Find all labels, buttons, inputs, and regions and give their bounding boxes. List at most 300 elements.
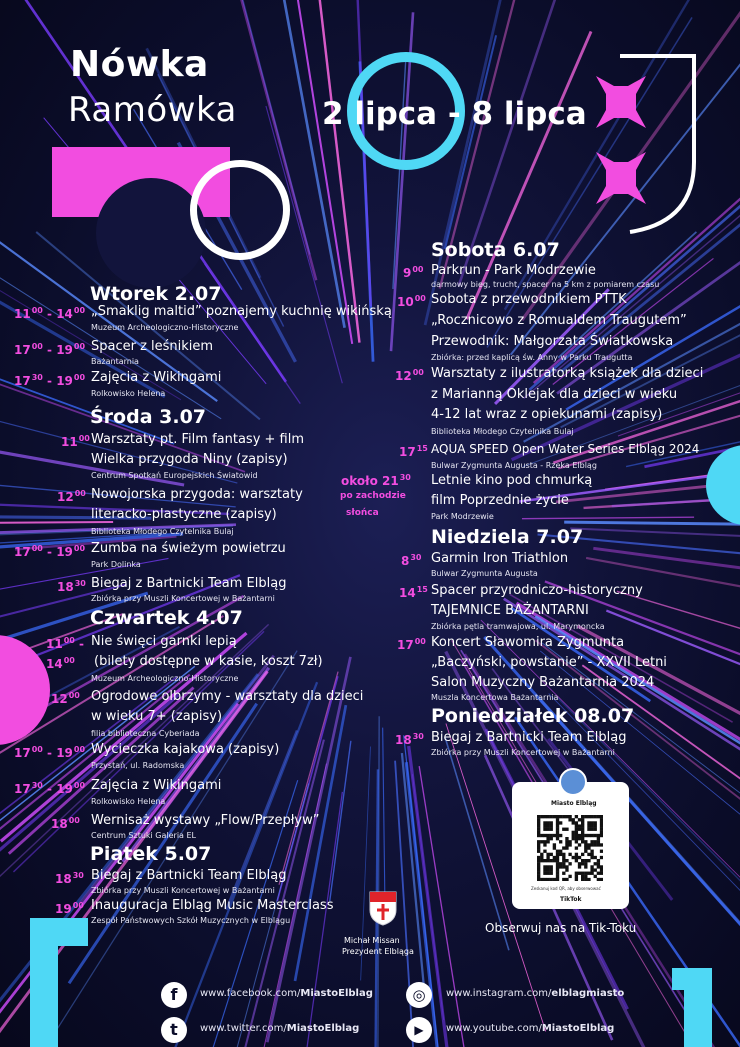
qr-module bbox=[587, 872, 590, 875]
qr-module bbox=[575, 837, 578, 840]
qr-module bbox=[556, 875, 559, 878]
qr-module bbox=[540, 853, 543, 856]
qr-module bbox=[556, 872, 559, 875]
qr-module bbox=[562, 856, 565, 859]
qr-module bbox=[562, 853, 565, 856]
event-title: Zumba na świeżym powietrzu bbox=[91, 541, 286, 556]
qr-module bbox=[581, 853, 584, 856]
qr-module bbox=[559, 862, 562, 865]
qr-module bbox=[575, 840, 578, 843]
qr-module bbox=[575, 824, 578, 827]
qr-module bbox=[584, 862, 587, 865]
qr-module bbox=[572, 818, 575, 821]
light-ray bbox=[361, 747, 371, 981]
qr-module bbox=[543, 821, 546, 824]
day-heading-thursday: Czwartek 4.07 bbox=[90, 607, 243, 629]
qr-module bbox=[546, 859, 549, 862]
mayor-name: Michał Missan bbox=[344, 936, 400, 945]
event-time: $11^{00}$ bbox=[61, 434, 90, 449]
cyan-bracket-right bbox=[672, 968, 712, 1047]
qr-module bbox=[594, 840, 597, 843]
event-title: Inauguracja Elbląg Music Masterclass bbox=[91, 898, 334, 913]
qr-module bbox=[575, 846, 578, 849]
event-time: $17^{30} - 19^{00}$ bbox=[14, 373, 86, 388]
qr-module bbox=[550, 834, 553, 837]
qr-module bbox=[578, 856, 581, 859]
event-place: Przystań, ul. Radomska bbox=[91, 761, 185, 770]
instagram-icon[interactable]: ◎ bbox=[406, 982, 432, 1008]
qr-module bbox=[556, 859, 559, 862]
qr-module bbox=[568, 875, 571, 878]
qr-module bbox=[575, 872, 578, 875]
qr-module bbox=[565, 846, 568, 849]
qr-module bbox=[590, 850, 593, 853]
qr-module bbox=[590, 865, 593, 868]
qr-module bbox=[584, 875, 587, 878]
qr-module bbox=[543, 824, 546, 827]
qr-module bbox=[537, 840, 540, 843]
qr-module bbox=[575, 853, 578, 856]
qr-module bbox=[540, 840, 543, 843]
event-title-line-2: „Rocznicowo z Romualdem Traugutem” bbox=[431, 313, 687, 328]
event-title: Wernisaż wystawy „Flow/Przepływ” bbox=[91, 813, 320, 828]
event-title: Warsztaty z ilustratorką książek dla dzieci bbox=[431, 366, 704, 381]
event-time: $8^{30}$ bbox=[401, 553, 422, 568]
event-time: $18^{30}$ bbox=[57, 579, 86, 594]
pink-cross-icon-bottom bbox=[592, 148, 650, 208]
qr-module bbox=[597, 843, 600, 846]
qr-module bbox=[578, 837, 581, 840]
event-title-line-2: (bilety dostępne w kasie, koszt 7zł) bbox=[94, 654, 323, 669]
qr-module bbox=[562, 878, 565, 881]
qr-module bbox=[594, 856, 597, 859]
qr-module bbox=[594, 824, 597, 827]
qr-module bbox=[584, 834, 587, 837]
qr-module bbox=[553, 815, 556, 818]
qr-module bbox=[587, 821, 590, 824]
qr-module bbox=[600, 872, 603, 875]
event-time-note-2: słońca bbox=[346, 508, 379, 518]
qr-module bbox=[575, 834, 578, 837]
qr-module bbox=[559, 850, 562, 853]
qr-module bbox=[587, 834, 590, 837]
qr-module bbox=[594, 815, 597, 818]
qr-module bbox=[537, 828, 540, 831]
qr-module bbox=[546, 837, 549, 840]
event-time: $11^{00} - 14^{00}$ bbox=[14, 306, 86, 321]
pink-rectangle-cutout bbox=[96, 178, 206, 288]
twitter-icon[interactable]: t bbox=[161, 1017, 187, 1043]
event-title-line-3: 4-12 lat wraz z opiekunami (zapisy) bbox=[431, 407, 663, 422]
event-place: Bulwar Zygmunta Augusta - Rzeka Elbląg bbox=[431, 461, 597, 470]
mayor-role: Prezydent Elbląga bbox=[342, 947, 414, 956]
qr-module bbox=[556, 821, 559, 824]
qr-module bbox=[581, 859, 584, 862]
qr-module bbox=[553, 859, 556, 862]
qr-module bbox=[556, 868, 559, 871]
qr-module bbox=[575, 831, 578, 834]
qr-module bbox=[537, 834, 540, 837]
event-title-line-2: „Baczyński, powstanie” - XXVII Letni bbox=[431, 655, 667, 670]
qr-module bbox=[543, 815, 546, 818]
qr-module bbox=[546, 834, 549, 837]
qr-module bbox=[581, 840, 584, 843]
qr-module bbox=[600, 868, 603, 871]
qr-module bbox=[556, 837, 559, 840]
qr-module bbox=[600, 824, 603, 827]
day-heading-tuesday: Wtorek 2.07 bbox=[90, 283, 222, 305]
qr-module bbox=[562, 846, 565, 849]
qr-code-icon[interactable] bbox=[537, 815, 603, 881]
qr-module bbox=[584, 850, 587, 853]
event-title: Wycieczka kajakowa (zapisy) bbox=[91, 742, 280, 757]
qr-module bbox=[568, 818, 571, 821]
event-title: „Smaklig maltid” poznajemy kuchnię wikińską bbox=[91, 304, 392, 319]
qr-module bbox=[597, 878, 600, 881]
qr-module bbox=[546, 868, 549, 871]
event-place: Centrum Sztuki Galeria EL bbox=[91, 831, 197, 840]
qr-module bbox=[597, 859, 600, 862]
event-place: darmowy bieg, trucht, spacer na 5 km z pomiarem czasu bbox=[431, 280, 660, 289]
youtube-link[interactable]: www.youtube.com/MiastoElblag bbox=[446, 1023, 615, 1034]
qr-module bbox=[568, 862, 571, 865]
qr-module bbox=[597, 834, 600, 837]
qr-module bbox=[578, 865, 581, 868]
cyan-bracket-left bbox=[30, 918, 88, 1047]
date-range: 2 lipca - 8 lipca bbox=[322, 96, 587, 132]
event-title: Koncert Sławomira Zygmunta bbox=[431, 635, 625, 650]
event-title: Parkrun - Park Modrzewie bbox=[431, 263, 596, 278]
event-title: Zajęcia z Wikingami bbox=[91, 778, 222, 793]
qr-module bbox=[568, 843, 571, 846]
event-title: Spacer z leśnikiem bbox=[91, 339, 214, 354]
qr-module bbox=[546, 828, 549, 831]
qr-module bbox=[562, 828, 565, 831]
day-heading-friday: Piątek 5.07 bbox=[90, 843, 212, 865]
qr-module bbox=[543, 850, 546, 853]
event-time-note: po zachodzie bbox=[340, 491, 406, 501]
qr-module bbox=[559, 815, 562, 818]
qr-module bbox=[537, 815, 540, 818]
event-time: $18^{30}$ bbox=[395, 732, 424, 747]
qr-module bbox=[553, 834, 556, 837]
qr-module bbox=[572, 821, 575, 824]
event-title-line-3: Salon Muzyczny Bażantarnia 2024 bbox=[431, 675, 655, 690]
qr-module bbox=[578, 818, 581, 821]
qr-module bbox=[584, 865, 587, 868]
event-place: Rolkowisko Helena bbox=[91, 389, 166, 398]
qr-module bbox=[546, 878, 549, 881]
qr-module bbox=[600, 815, 603, 818]
qr-module bbox=[581, 862, 584, 865]
qr-module bbox=[581, 818, 584, 821]
event-time: $18^{30}$ bbox=[55, 871, 84, 886]
light-ray bbox=[330, 741, 351, 901]
qr-module bbox=[550, 853, 553, 856]
qr-module bbox=[581, 828, 584, 831]
qr-module bbox=[584, 815, 587, 818]
qr-module bbox=[556, 853, 559, 856]
light-ray bbox=[267, 657, 350, 1042]
qr-module bbox=[590, 815, 593, 818]
title-line-1: Nówka bbox=[70, 44, 209, 85]
event-title: Warsztaty pt. Film fantasy + film bbox=[91, 432, 305, 447]
qr-module bbox=[600, 834, 603, 837]
qr-module bbox=[594, 834, 597, 837]
light-ray bbox=[285, 0, 359, 343]
qr-module bbox=[584, 859, 587, 862]
event-place: Park Modrzewie bbox=[431, 512, 494, 521]
event-title: Biegaj z Bartnicki Team Elbląg bbox=[91, 576, 287, 591]
qr-module bbox=[565, 843, 568, 846]
qr-module bbox=[575, 828, 578, 831]
qr-module bbox=[562, 872, 565, 875]
qr-module bbox=[556, 828, 559, 831]
event-title: Biegaj z Bartnicki Team Elbląg bbox=[431, 730, 627, 745]
qr-module bbox=[565, 828, 568, 831]
qr-module bbox=[597, 840, 600, 843]
qr-module bbox=[546, 856, 549, 859]
day-heading-monday: Poniedziałek 08.07 bbox=[431, 705, 635, 727]
event-place: Park Dolinka bbox=[91, 560, 141, 569]
qr-module bbox=[543, 840, 546, 843]
event-title-line-3: Przewodnik: Małgorzata Światkowska bbox=[431, 334, 674, 349]
qr-module bbox=[590, 828, 593, 831]
light-ray bbox=[617, 591, 740, 711]
facebook-link[interactable]: www.facebook.com/MiastoElblag bbox=[200, 988, 373, 999]
event-time: $12^{00}$ bbox=[57, 489, 86, 504]
qr-module bbox=[546, 865, 549, 868]
qr-module bbox=[543, 859, 546, 862]
event-place: Biblioteka Młodego Czytelnika Bulaj bbox=[431, 427, 574, 436]
qr-module bbox=[556, 831, 559, 834]
qr-module bbox=[550, 837, 553, 840]
qr-module bbox=[587, 843, 590, 846]
event-title-line-2: w wieku 7+ (zapisy) bbox=[91, 709, 223, 724]
instagram-link[interactable]: www.instagram.com/elblagmiasto bbox=[446, 988, 625, 999]
qr-module bbox=[594, 821, 597, 824]
qr-module bbox=[537, 868, 540, 871]
qr-module bbox=[565, 815, 568, 818]
event-place: Muszla Koncertowa Bażantarnia bbox=[431, 693, 559, 702]
qr-module bbox=[537, 831, 540, 834]
light-ray bbox=[266, 106, 342, 383]
light-ray bbox=[295, 705, 346, 981]
event-title: Garmin Iron Triathlon bbox=[431, 551, 569, 566]
qr-module bbox=[578, 862, 581, 865]
qr-module bbox=[553, 856, 556, 859]
qr-module bbox=[581, 837, 584, 840]
qr-module bbox=[600, 821, 603, 824]
qr-module bbox=[537, 878, 540, 881]
event-title-line-2: z Marianną Oklejak dla dzieci w wieku bbox=[431, 387, 678, 402]
qr-module bbox=[562, 815, 565, 818]
qr-module bbox=[578, 872, 581, 875]
qr-module bbox=[597, 865, 600, 868]
qr-module bbox=[600, 850, 603, 853]
event-title: Zajęcia z Wikingami bbox=[91, 370, 222, 385]
qr-module bbox=[575, 815, 578, 818]
qr-module bbox=[537, 850, 540, 853]
qr-module bbox=[553, 843, 556, 846]
qr-module bbox=[556, 850, 559, 853]
qr-module bbox=[543, 868, 546, 871]
qr-module bbox=[594, 868, 597, 871]
qr-module bbox=[572, 856, 575, 859]
qr-module bbox=[578, 824, 581, 827]
qr-module bbox=[540, 856, 543, 859]
qr-module bbox=[590, 856, 593, 859]
event-place: Muzeum Archeologiczno-Historyczne bbox=[91, 323, 239, 332]
qr-module bbox=[578, 843, 581, 846]
event-place: Centrum Spotkań Europejskich Światowid bbox=[91, 471, 258, 480]
youtube-icon[interactable]: ▶ bbox=[406, 1017, 432, 1043]
qr-module bbox=[597, 815, 600, 818]
qr-module bbox=[565, 840, 568, 843]
qr-module bbox=[581, 834, 584, 837]
qr-module bbox=[594, 843, 597, 846]
event-place: Muzeum Archeologiczno-Historyczne bbox=[91, 674, 239, 683]
qr-module bbox=[537, 843, 540, 846]
event-place: Zespół Państwowych Szkół Muzycznych w Elblągu bbox=[91, 916, 291, 925]
day-heading-sunday: Niedziela 7.07 bbox=[431, 526, 584, 548]
event-title: Sobota z przewodnikiem PTTK bbox=[431, 292, 627, 307]
qr-module bbox=[550, 878, 553, 881]
qr-module bbox=[590, 872, 593, 875]
qr-module bbox=[590, 843, 593, 846]
qr-module bbox=[537, 862, 540, 865]
qr-module bbox=[550, 815, 553, 818]
qr-module bbox=[537, 821, 540, 824]
qr-module bbox=[546, 821, 549, 824]
qr-module bbox=[600, 856, 603, 859]
qr-module bbox=[546, 872, 549, 875]
qr-module bbox=[587, 878, 590, 881]
qr-module bbox=[600, 818, 603, 821]
qr-module bbox=[578, 834, 581, 837]
qr-module bbox=[572, 834, 575, 837]
qr-module bbox=[587, 815, 590, 818]
event-place: Zbiórka przy Muszli Koncertowej w Bażantarni bbox=[431, 748, 615, 757]
qr-module bbox=[559, 865, 562, 868]
qr-module bbox=[550, 821, 553, 824]
qr-module bbox=[581, 815, 584, 818]
qr-module bbox=[543, 828, 546, 831]
tiktok-logo: TikTok bbox=[560, 896, 582, 903]
elblag-crest-icon bbox=[368, 890, 398, 926]
event-title-line-2: literacko-plastyczne (zapisy) bbox=[91, 507, 277, 522]
qr-module bbox=[584, 843, 587, 846]
qr-module bbox=[587, 828, 590, 831]
qr-module bbox=[559, 853, 562, 856]
event-title: Spacer przyrodniczo-historyczny bbox=[431, 583, 643, 598]
qr-module bbox=[597, 872, 600, 875]
facebook-icon[interactable]: f bbox=[161, 982, 187, 1008]
event-time: $10^{00}$ bbox=[397, 294, 426, 309]
qr-module bbox=[587, 853, 590, 856]
qr-module bbox=[550, 859, 553, 862]
qr-module bbox=[537, 856, 540, 859]
qr-module bbox=[584, 840, 587, 843]
title-line-2: Ramówka bbox=[68, 90, 237, 130]
qr-module bbox=[543, 865, 546, 868]
qr-module bbox=[590, 821, 593, 824]
qr-module bbox=[584, 878, 587, 881]
event-place: Rolkowisko Helena bbox=[91, 797, 166, 806]
qr-module bbox=[568, 840, 571, 843]
event-title-line-2: Wielka przygoda Niny (zapisy) bbox=[91, 452, 288, 467]
event-place: Biblioteka Młodego Czytelnika Bulaj bbox=[91, 527, 234, 536]
qr-module bbox=[597, 837, 600, 840]
qr-caption: Zeskanuj kod QR, aby obserwować bbox=[531, 886, 601, 891]
light-ray bbox=[564, 522, 740, 526]
event-time: $18^{00}$ bbox=[51, 816, 80, 831]
qr-module bbox=[600, 828, 603, 831]
qr-module bbox=[562, 859, 565, 862]
qr-module bbox=[546, 815, 549, 818]
qr-module bbox=[575, 875, 578, 878]
qr-module bbox=[556, 878, 559, 881]
qr-module bbox=[550, 865, 553, 868]
qr-module bbox=[568, 853, 571, 856]
event-time: $17^{30} - 19^{00}$ bbox=[14, 781, 86, 796]
qr-module bbox=[553, 846, 556, 849]
event-time: $17^{00}$ bbox=[397, 637, 426, 652]
qr-module bbox=[600, 878, 603, 881]
qr-module bbox=[594, 862, 597, 865]
qr-module bbox=[550, 824, 553, 827]
day-heading-saturday: Sobota 6.07 bbox=[431, 239, 560, 261]
event-time: $19^{00}$ bbox=[55, 901, 84, 916]
qr-module bbox=[594, 875, 597, 878]
qr-module bbox=[540, 834, 543, 837]
event-place: Zbiórka przy Muszli Koncertowej w Bażantarni bbox=[91, 886, 275, 895]
event-title: AQUA SPEED Open Water Series Elbląg 2024 bbox=[431, 442, 700, 456]
qr-module bbox=[584, 846, 587, 849]
qr-module bbox=[543, 872, 546, 875]
qr-module bbox=[543, 878, 546, 881]
qr-module bbox=[581, 824, 584, 827]
white-ring-shape bbox=[190, 160, 290, 260]
qr-module bbox=[565, 878, 568, 881]
event-time: $17^{15}$ bbox=[399, 444, 428, 459]
qr-module bbox=[587, 859, 590, 862]
qr-module bbox=[556, 824, 559, 827]
qr-module bbox=[559, 840, 562, 843]
qr-module bbox=[565, 859, 568, 862]
qr-module bbox=[600, 865, 603, 868]
twitter-link[interactable]: www.twitter.com/MiastoElblag bbox=[200, 1023, 360, 1034]
qr-module bbox=[575, 856, 578, 859]
qr-module bbox=[540, 815, 543, 818]
qr-module bbox=[556, 862, 559, 865]
light-ray bbox=[522, 517, 694, 519]
event-place: Zbiórka przy Muszli Koncertowej w Bażantarni bbox=[91, 594, 275, 603]
qr-module bbox=[562, 865, 565, 868]
qr-module bbox=[584, 872, 587, 875]
qr-module bbox=[537, 818, 540, 821]
qr-module bbox=[556, 834, 559, 837]
qr-module bbox=[594, 828, 597, 831]
qr-module bbox=[578, 828, 581, 831]
qr-module bbox=[572, 831, 575, 834]
qr-module bbox=[537, 865, 540, 868]
qr-module bbox=[562, 862, 565, 865]
qr-module bbox=[581, 878, 584, 881]
qr-module bbox=[572, 837, 575, 840]
event-time: $12^{00}$ bbox=[51, 691, 80, 706]
qr-module bbox=[581, 831, 584, 834]
